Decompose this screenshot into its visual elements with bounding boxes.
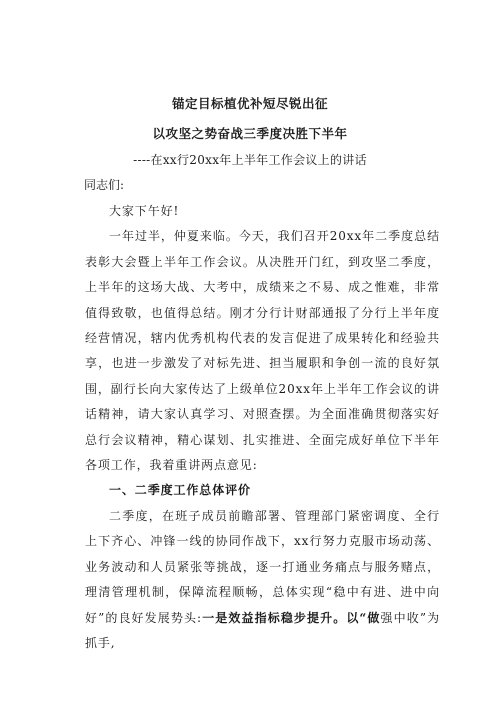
paragraph-opening: 一年过半，仲夏来临。今天，我们召开20xx年二季度总结表彰大会暨上半年工作会议。从决胜开门红，到攻坚二季度，上半年的这场大战、大考中，成绩来之不易、成之惟难，非常值得致敬，也值得总结。刚才分行计财部通报了分行上半年度经营情况，辖内优秀机构代表的发言促进了成果转化和经验共享，也进一步激发了对标先进、担当履职和争创一流的良好氛围，副行长向大家传达了上级单位20xx年上半年工作会议的讲话精神，请大家认真学习、对照查摆。为全面准确贯彻落实好总行会议精神，精心谋划、扎实推进、全面完成好单位下半年各项工作，我着重讲两点意见:: [85, 229, 440, 473]
point-one-emphasis: 做: [367, 610, 381, 625]
greeting: 大家下午好!: [109, 204, 180, 218]
salutation: 同志们:: [84, 178, 125, 192]
document-body: [85, 199, 440, 656]
paragraph-q2-review: [85, 504, 440, 656]
document-title-line2: 以攻坚之势奋战三季度决胜下半年: [152, 126, 348, 141]
section-heading-1: 一、二季度工作总体评价: [109, 483, 251, 498]
point-one-tail: 强中收”为抓手,: [85, 610, 440, 650]
point-one-heading: 一是效益指标稳步提升。: [202, 610, 347, 625]
paragraph-q2-text: 二季度，在班子成员前瞻部署、管理部门紧密调度、全行上下齐心、冲锋一线的协同作战下，xx行努力克服市场动荡、业务波动和人员紧张等挑战，逐一打通业务痛点与服务赌点，理清管理机制，保障流程顺畅，总体实现“稳中有进、进中向好”的良好发展势头:: [85, 508, 440, 625]
point-one-quote-open: 以“: [346, 610, 368, 625]
document-title-line1: 锚定目标植优补短尽锐出征: [171, 96, 328, 111]
document-subtitle: ----在xx行20xx年上半年工作会议上的讲话: [133, 153, 367, 167]
